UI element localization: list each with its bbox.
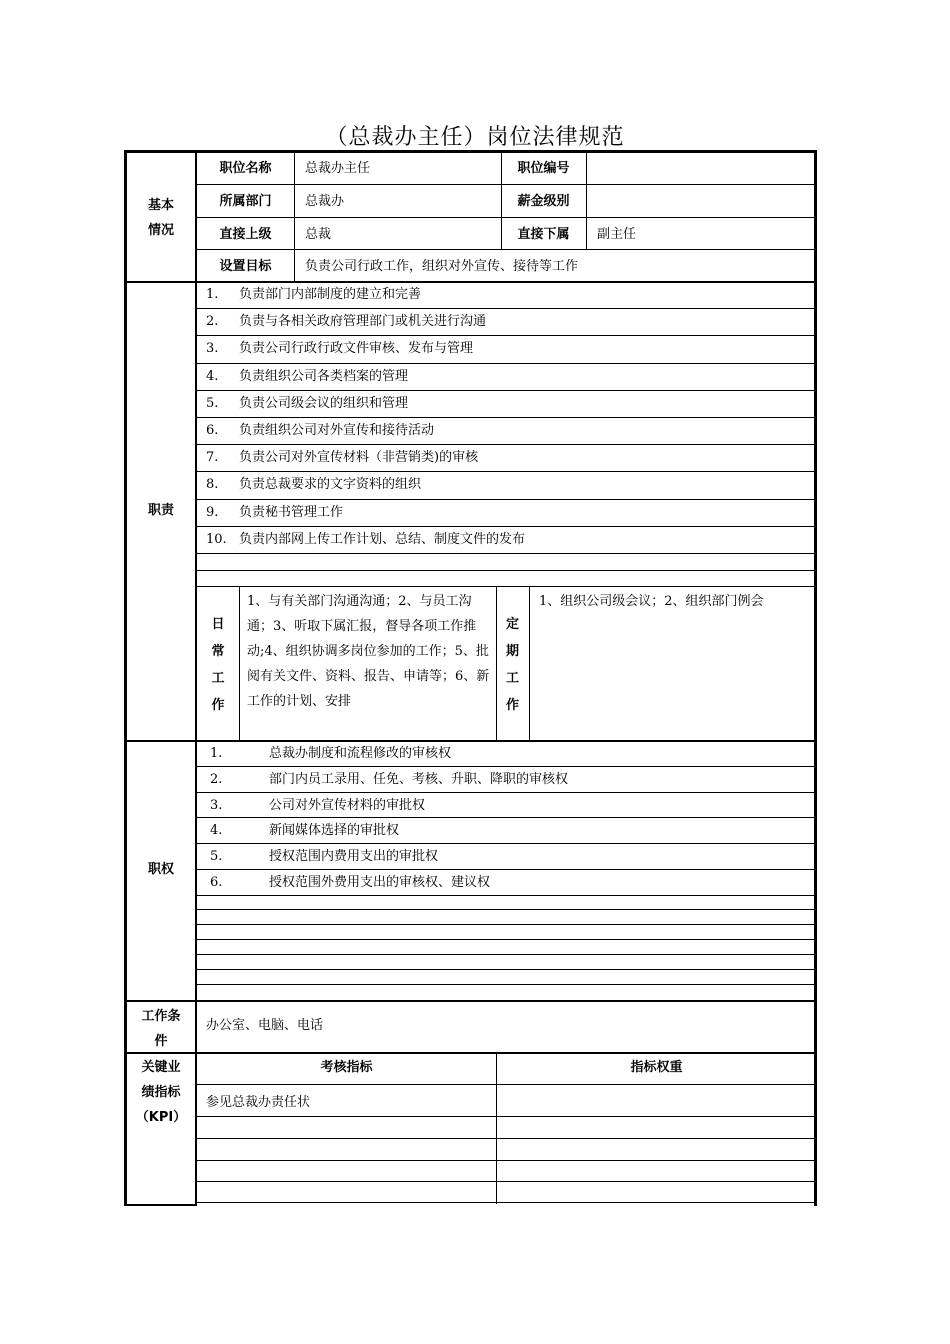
authority-text: 公司对外宣传材料的审批权 (269, 797, 426, 813)
authority-number: 3. (210, 797, 223, 813)
section-divider (127, 1052, 817, 1054)
position-name-value: 总裁办主任 (305, 161, 371, 176)
authority-row-line (197, 766, 817, 767)
duty-number: 6. (206, 423, 219, 438)
basic-col-line (586, 153, 587, 249)
authority-row-line (197, 924, 817, 925)
daily-work-text: 1、与有关部门沟通沟通；2、与员工沟通；3、听取下属汇报，督导各项工作推动;4、组织协调多岗位参加的工作；5、批阅有关文件、资料、报告、申请等；6、新工作的计划、安排 (247, 594, 490, 709)
kpi-row-line (197, 1084, 817, 1085)
basic-col-line (294, 153, 295, 281)
duty-number: 7. (206, 450, 219, 466)
duty-text: 负责组织公司各类档案的管理 (239, 368, 409, 384)
section-divider (127, 281, 817, 283)
basic-section-label: 基本 情况 (147, 198, 174, 238)
authority-number: 4. (210, 823, 223, 839)
duties-row-line (197, 471, 817, 472)
authority-text: 授权范围外费用支出的审核权、建议权 (269, 875, 491, 890)
duty-number: 9. (206, 504, 219, 520)
duties-row-line (197, 526, 817, 527)
duty-text: 负责与各相关政府管理部门或机关进行沟通 (239, 314, 487, 330)
department-value: 总裁办 (305, 194, 345, 209)
duty-text: 负责公司行政行政文件审核、发布与管理 (239, 341, 474, 357)
department-label: 所属部门 (219, 194, 272, 209)
duties-row-line (197, 417, 817, 418)
kpi-indicator: 参见总裁办责任状 (206, 1095, 311, 1110)
kpi-col2-header: 指标权重 (630, 1060, 683, 1075)
duty-text: 负责秘书管理工作 (239, 504, 344, 520)
kpi-bottom-line (127, 1204, 195, 1206)
duties-row-line (197, 363, 817, 364)
authority-number: 2. (210, 771, 223, 787)
duty-number: 2. (206, 314, 219, 330)
direct-subordinate-value: 副主任 (597, 227, 637, 242)
daily-work-label: 日 常 工 作 (211, 617, 225, 713)
duties-row-line (197, 335, 817, 336)
kpi-row-line (197, 1116, 817, 1117)
kpi-col1-header: 考核指标 (320, 1060, 373, 1075)
authority-section-label: 职权 (147, 862, 174, 877)
duty-number: 4. (206, 368, 219, 384)
authority-text: 部门内员工录用、任免、考核、升职、降职的审核权 (269, 771, 569, 787)
basic-row-line (197, 249, 817, 250)
duties-row-line (197, 553, 817, 554)
authority-row-line (197, 817, 817, 818)
job-spec-table (124, 150, 817, 1206)
goal-value: 负责公司行政工作，组织对外宣传、接待等工作 (305, 259, 579, 274)
conditions-section-label: 工作条 件 (141, 1009, 181, 1049)
duties-row-line (197, 499, 817, 500)
duty-number: 5. (206, 395, 219, 411)
authority-text: 新闻媒体选择的审批权 (269, 823, 400, 839)
direct-subordinate-label: 直接下属 (517, 227, 570, 242)
duty-number: 3. (206, 341, 219, 357)
duty-number: 8. (206, 477, 219, 493)
duty-text: 负责组织公司对外宣传和接待活动 (239, 423, 435, 438)
duties-row-line (197, 308, 817, 309)
basic-row-line (197, 184, 817, 185)
daily-col-line (529, 586, 530, 740)
goal-label: 设置目标 (219, 259, 272, 274)
authority-text: 授权范围内费用支出的审批权 (269, 849, 439, 865)
salary-level-label: 薪金级别 (517, 194, 570, 209)
page-title: （总裁办主任）岗位法律规范 (325, 125, 625, 150)
duties-row-line (197, 390, 817, 391)
authority-row-line (197, 939, 817, 940)
duties-section-label: 职责 (147, 503, 174, 518)
kpi-row-line (197, 1138, 817, 1139)
direct-superior-label: 直接上级 (219, 227, 272, 242)
kpi-section-label: 关键业 绩指标 （KPI） (135, 1060, 187, 1125)
duties-row-line (197, 444, 817, 445)
daily-col-line (239, 586, 240, 740)
authority-text: 总裁办制度和流程修改的审核权 (269, 746, 452, 761)
conditions-value: 办公室、电脑、电话 (206, 1018, 324, 1033)
authority-row-line (197, 792, 817, 793)
duty-text: 负责公司对外宣传材料（非营销类)的审核 (239, 450, 479, 466)
authority-row-line (197, 895, 817, 896)
authority-number: 6. (210, 875, 223, 890)
kpi-row-line (197, 1160, 817, 1161)
basic-row-line (197, 217, 817, 218)
authority-row-line (197, 909, 817, 910)
authority-row-line (197, 984, 817, 985)
periodic-work-text: 1、组织公司级会议；2、组织部门例会 (539, 594, 764, 609)
authority-row-line (197, 954, 817, 955)
authority-number: 1. (210, 746, 223, 761)
authority-number: 5. (210, 849, 223, 865)
duty-text: 负责公司级会议的组织和管理 (239, 395, 409, 411)
duties-row-line (197, 586, 817, 587)
kpi-row-line (197, 1181, 817, 1182)
kpi-bottom-line (197, 1202, 817, 1203)
duty-number: 1. (206, 287, 219, 302)
duty-text: 负责内部网上传工作计划、总结、制度文件的发布 (239, 531, 526, 547)
duty-text: 负责部门内部制度的建立和完善 (239, 287, 422, 302)
authority-row-line (197, 843, 817, 844)
position-name-label: 职位名称 (219, 161, 272, 176)
duty-number: 10. (206, 531, 227, 547)
duty-text: 负责总裁要求的文字资料的组织 (239, 477, 422, 493)
duties-row-line (197, 570, 817, 571)
direct-superior-value: 总裁 (305, 227, 332, 242)
section-divider (127, 740, 817, 742)
position-code-label: 职位编号 (517, 161, 570, 176)
section-divider (127, 1000, 817, 1002)
authority-row-line (197, 969, 817, 970)
authority-row-line (197, 869, 817, 870)
periodic-work-label: 定 期 工 作 (505, 617, 519, 713)
